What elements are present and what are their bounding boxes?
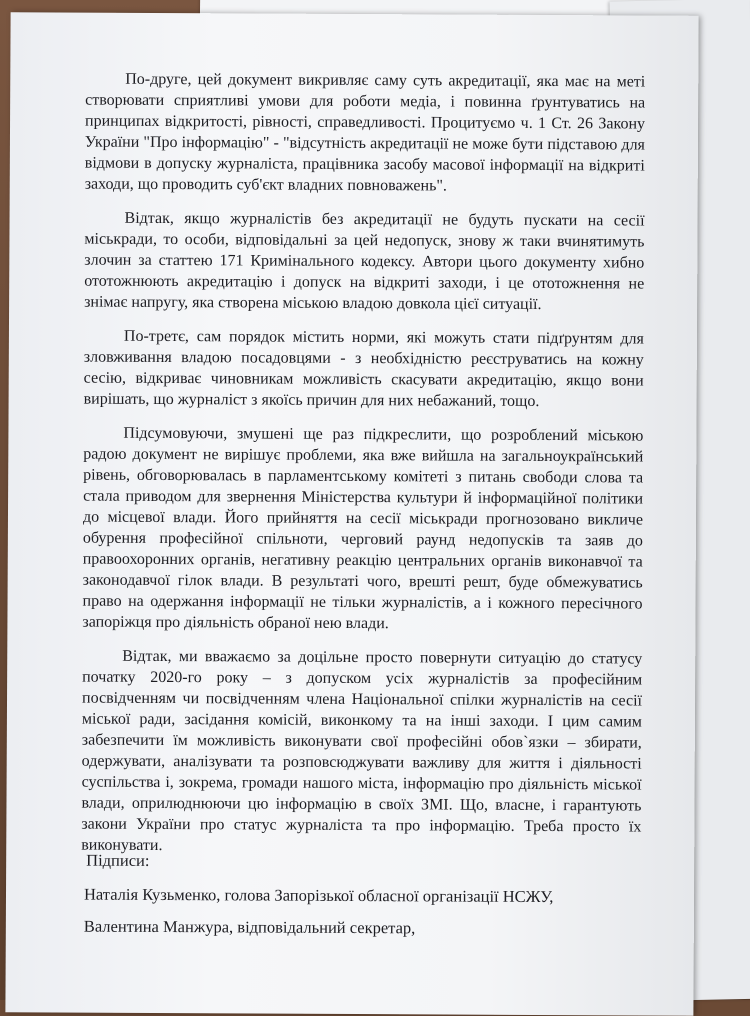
paragraph-2: Відтак, якщо журналістів без акредитації не будуть пускати на сесії міськради, то особи, відповідальні за цей недопуск, знову ж таки вчинятимуть злочин за статтею 171 Кримінального кодексу. Автори цього документу хибно ототожнюють акредитацію і допуск на відкриті заходи, і це ототожнення не знімає напругу, яка створена міською владою довкола цієї ситуації. [84, 209, 645, 313]
paragraph-5: Відтак, ми вважаємо за доцільне просто повернути ситуацію до статусу початку 2020-го року – з допуском усіх журналістів за професійним посвідченням чи посвідченням члена Національної спілки журналістів на сесії міської ради, засідання комісій, виконкому та на інші заходи. І цим самим забезпечити їм можливість виконувати свої професійні обов`язки – збирати, одержувати, аналізувати та розповсюджувати важливу для життя і діяльності суспільства і, зокрема, громади нашого міста, інформацію про діяльність міської влади, оприлюднюючи цю інформацію в своїх ЗМІ. Що, власне, і гарантують закони України про статус журналіста та про інформацію. Треба просто їх виконувати. [81, 647, 643, 855]
paragraph-1: По-друге, цей документ викривляє саму суть акредитації, яка має на меті створювати сприятливі умови для роботи медіа, і повинна ґрунтуватись на принципах відкритості, рівності, справедливості. Процитуємо ч. 1 Ст. 26 Закону України "Про інформацію" - "відсутність акредитації не може бути підставою для відмови в допуску журналіста, працівника засобу масової інформації на відкриті заходи, що проводить суб'єкт владних повноважень". [84, 70, 646, 195]
document-page [5, 12, 698, 1016]
signatures-heading: Підписи: [86, 850, 150, 870]
signatory-2: Валентина Манжура, відповідальний секретар, [83, 916, 416, 938]
signatory-1: Наталія Кузьменко, голова Запорізької обласної організації НСЖУ, [83, 884, 554, 907]
paragraph-4: Підсумовуючи, змушені ще раз підкреслити, що розроблений міською радою документ не вирішує проблеми, яка вже вийшла на загальноукраїнський рівень, обговорювалась в парламентському комітеті з питань свободи слова та стала приводом для звернення Міністерства культури й інформаційної політики до місцевої влади. Його прийняття на сесії міськради прогнозовано викличе обурення професійної спільноти, черговий раунд недопусків та заяв до правоохоронних органів, негативну реакцію центральних органів виконавчої та законодавчої гілок влади. В результаті чого, врешті решт, буде обмежуватись право на одержання інформації не тільки журналістів, а і кожного пересічного запоріжця про діяльність обраної нею влади. [82, 424, 644, 633]
paragraph-3: По-третє, сам порядок містить норми, які можуть стати підґрунтям для зловживання владою посадовцями - з необхідністю реєструватись на кожну сесію, відкриває чиновникам можливість скасувати акредитацію, якщо вони вирішать, що журналіст з якоїсь причин для них небажаний, тощо. [83, 327, 644, 410]
document-body [81, 69, 645, 872]
